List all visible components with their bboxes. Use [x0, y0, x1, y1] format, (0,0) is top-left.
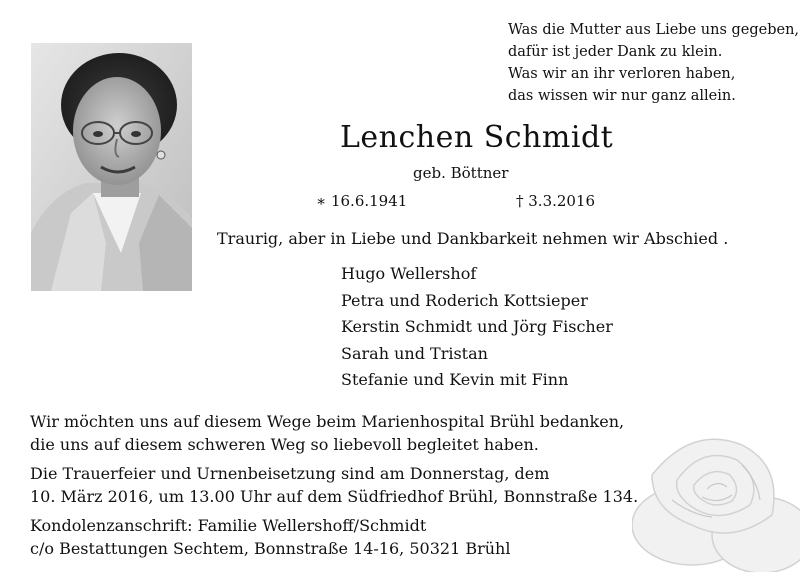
poem-line: das wissen wir nur ganz allein. [508, 88, 736, 104]
deceased-name: Lenchen Schmidt [340, 120, 614, 155]
portrait-photo [31, 43, 192, 291]
mourner: Kerstin Schmidt und Jörg Fischer [341, 317, 613, 336]
maiden-name: geb. Böttner [413, 164, 509, 182]
mourners-list [341, 261, 613, 394]
farewell-text: Traurig, aber in Liebe und Dankbarkeit nehmen wir Abschied . [217, 229, 729, 248]
poem-line: Was wir an ihr verloren haben, [508, 66, 736, 82]
death-date: † 3.3.2016 [516, 192, 596, 210]
poem-line: dafür ist jeder Dank zu klein. [508, 44, 723, 60]
contact-line: Kondolenzanschrift: Familie Wellershoff/Schmidt [30, 516, 427, 535]
birth-date: ∗ 16.6.1941 [316, 192, 408, 210]
rose-illustration [632, 405, 800, 572]
funeral-line: Die Trauerfeier und Urnenbeisetzung sind am Donnerstag, dem [30, 464, 550, 483]
mourner: Stefanie und Kevin mit Finn [341, 370, 569, 389]
thanks-paragraph [30, 410, 630, 456]
rose-icon [632, 405, 800, 572]
mourner: Sarah und Tristan [341, 343, 488, 363]
poem [508, 19, 798, 107]
funeral-line: 10. März 2016, um 13.00 Uhr auf dem Südfriedhof Brühl, Bonnstraße 134. [30, 487, 639, 506]
mourner: Hugo Wellershof [341, 264, 477, 283]
funeral-paragraph [30, 462, 650, 508]
portrait-illustration [31, 43, 192, 291]
poem-line: Was die Mutter aus Liebe uns gegeben, [508, 22, 800, 38]
thanks-line: Wir möchten uns auf diesem Wege beim Marienhospital Brühl bedanken, [30, 412, 625, 431]
mourner: Petra und Roderich Kottsieper [341, 290, 588, 310]
condolence-address [30, 514, 630, 560]
contact-line: c/o Bestattungen Sechtem, Bonnstraße 14-16, 50321 Brühl [30, 539, 511, 558]
thanks-line: die uns auf diesem schweren Weg so liebevoll begleitet haben. [30, 435, 539, 454]
